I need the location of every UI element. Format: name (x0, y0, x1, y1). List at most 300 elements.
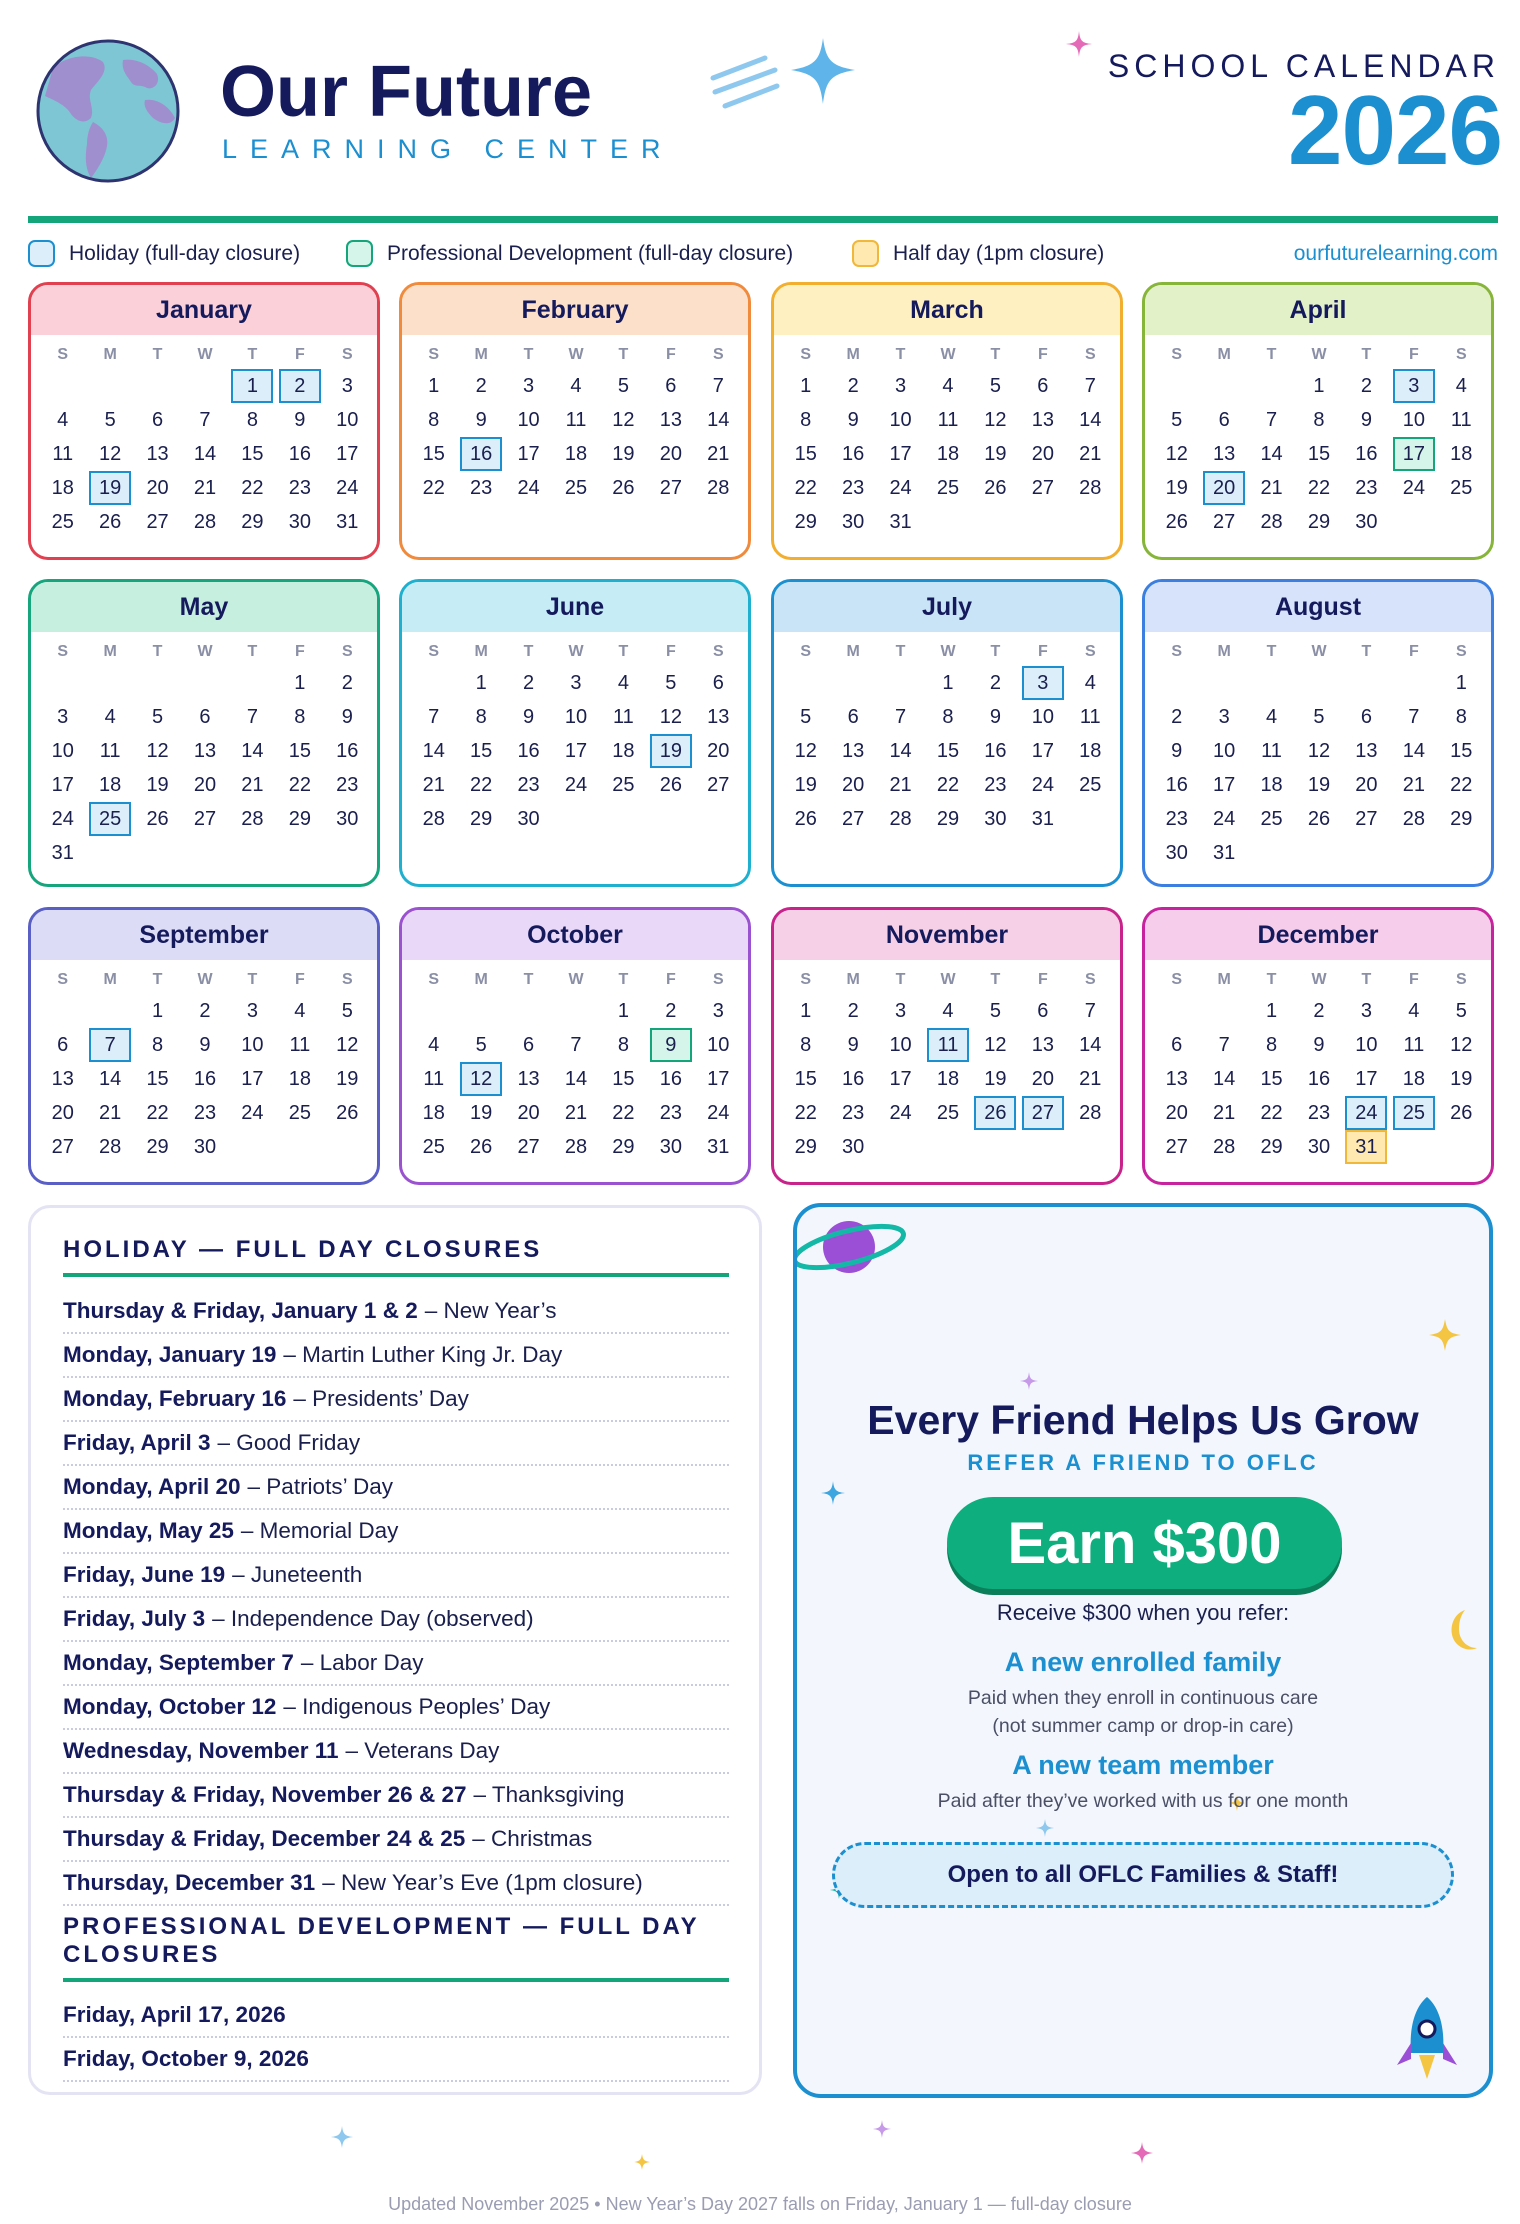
weekday-label: S (1455, 346, 1467, 363)
week-row (782, 802, 1114, 836)
day-cell: 2 (199, 999, 211, 1022)
pd-day: 9 (650, 1028, 692, 1062)
day-cell: 2 (475, 374, 487, 397)
earn-300-button[interactable]: Earn $300 (947, 1497, 1342, 1589)
referral-panel (793, 1203, 1493, 2098)
weekday-header (410, 341, 742, 369)
day-cell: 16 (842, 442, 865, 465)
week-row (39, 994, 371, 1028)
day-cell: 27 (193, 807, 217, 830)
holiday-name: – Memorial Day (240, 1518, 399, 1543)
holiday-day: 27 (1022, 1096, 1064, 1130)
week-row (782, 403, 1114, 437)
month-july (771, 579, 1123, 887)
holiday-day: 3 (1393, 369, 1435, 403)
weekday-label: F (294, 971, 305, 988)
empty-day (1022, 1130, 1064, 1164)
empty-day (231, 836, 273, 870)
day-cell: 7 (712, 374, 724, 397)
day-cell: 21 (1260, 476, 1283, 499)
holiday-swatch (28, 240, 55, 267)
option-staff-line: Paid after they’ve worked with us for one month (937, 1790, 1349, 1812)
week-row (410, 666, 742, 700)
day-cell: 2 (341, 671, 353, 694)
header-divider (28, 216, 1498, 223)
day-cell: 25 (422, 1135, 445, 1158)
day-cell: 16 (842, 1067, 865, 1090)
empty-day (697, 802, 739, 836)
weekday-label: S (1084, 346, 1096, 363)
holiday-date: Thursday, December 31 (63, 1870, 316, 1895)
empty-day (555, 994, 597, 1028)
day-cell: 14 (1079, 408, 1102, 431)
day-cell: 12 (659, 705, 682, 728)
weekday-label: T (523, 971, 534, 988)
day-cell: 17 (889, 442, 912, 465)
day-cell: 5 (1171, 408, 1183, 431)
day-cell: 4 (1266, 705, 1278, 728)
day-cell: 20 (517, 1101, 540, 1124)
day-cell: 4 (1408, 999, 1420, 1022)
month-title: December (1145, 910, 1491, 960)
day-cell: 27 (517, 1135, 540, 1158)
day-cell: 12 (612, 408, 635, 431)
week-row (410, 369, 742, 403)
day-cell: 14 (241, 739, 264, 762)
option-family-line: (not summer camp or drop-in care) (992, 1715, 1294, 1737)
day-cell: 10 (241, 1033, 264, 1056)
day-cell: 18 (564, 442, 588, 465)
day-cell: 25 (936, 1101, 960, 1124)
day-cell: 14 (422, 739, 445, 762)
weekday-header (1153, 341, 1485, 369)
day-cell: 18 (936, 442, 960, 465)
day-cell: 31 (336, 510, 359, 533)
weekday-label: W (568, 971, 584, 988)
day-cell: 10 (1031, 705, 1054, 728)
empty-day (974, 505, 1016, 539)
brand-name: Our Future (220, 52, 592, 132)
holiday-name: – Indigenous Peoples’ Day (283, 1694, 551, 1719)
week-row (410, 1062, 742, 1096)
day-cell: 18 (1450, 442, 1473, 465)
day-cell: 18 (1260, 773, 1283, 796)
month-title: November (774, 910, 1120, 960)
weekday-label: T (152, 971, 163, 988)
holiday-day: 19 (650, 734, 692, 768)
empty-day (413, 666, 455, 700)
day-cell: 19 (612, 442, 635, 465)
day-cell: 19 (470, 1101, 493, 1124)
referral-subtitle: REFER A FRIEND TO OFLC (967, 1450, 1319, 1475)
day-cell: 24 (517, 476, 540, 499)
week-row (1153, 768, 1485, 802)
day-cell: 28 (1402, 807, 1425, 830)
legend-label: Holiday (full-day closure) (69, 241, 301, 265)
day-cell: 29 (612, 1135, 635, 1158)
day-cell: 28 (99, 1135, 122, 1158)
day-cell: 18 (1079, 739, 1102, 762)
empty-day (137, 369, 179, 403)
holiday-row (63, 1818, 729, 1862)
day-cell: 21 (1213, 1101, 1236, 1124)
weekday-label: M (1217, 643, 1231, 660)
planet-icon (797, 1218, 907, 1276)
empty-day (137, 666, 179, 700)
day-cell: 21 (99, 1101, 122, 1124)
holiday-name: – New Year’s Eve (1pm closure) (322, 1870, 643, 1895)
month-title: June (402, 582, 748, 632)
day-cell: 19 (984, 442, 1007, 465)
rocket-icon (1397, 1997, 1457, 2079)
weekday-label: W (940, 346, 956, 363)
holiday-name: – Martin Luther King Jr. Day (283, 1342, 563, 1367)
empty-day (231, 1130, 273, 1164)
day-cell: 23 (517, 773, 540, 796)
day-cell: 22 (288, 773, 311, 796)
day-cell: 21 (1079, 1067, 1102, 1090)
holiday-date: Monday, October 12 (63, 1694, 277, 1719)
week-row (39, 1028, 371, 1062)
day-cell: 17 (241, 1067, 264, 1090)
weekday-label: S (341, 643, 353, 660)
shooting-star-icon (705, 30, 865, 120)
week-row (782, 700, 1114, 734)
day-cell: 1 (1266, 999, 1278, 1022)
weekday-label: T (247, 346, 258, 363)
day-cell: 31 (1031, 807, 1054, 830)
weekday-header (410, 638, 742, 666)
empty-day (279, 836, 321, 870)
weekday-label: W (1311, 971, 1327, 988)
day-cell: 17 (1213, 773, 1236, 796)
day-cell: 27 (1031, 476, 1054, 499)
day-cell: 20 (146, 476, 169, 499)
holiday-day: 3 (1022, 666, 1064, 700)
holiday-day: 19 (89, 471, 131, 505)
day-cell: 12 (984, 408, 1007, 431)
empty-day (1251, 666, 1293, 700)
footer-decorations (0, 2100, 1520, 2190)
week-row (39, 802, 371, 836)
day-cell: 24 (889, 1101, 912, 1124)
empty-day (184, 369, 226, 403)
day-cell: 8 (1455, 705, 1467, 728)
empty-day (231, 666, 273, 700)
day-cell: 30 (1355, 510, 1378, 533)
pd-row (63, 2038, 729, 2082)
week-row (1153, 403, 1485, 437)
weekday-label: S (712, 643, 724, 660)
day-cell: 26 (336, 1101, 359, 1124)
week-row (1153, 802, 1485, 836)
empty-day (89, 836, 131, 870)
week-row (39, 1096, 371, 1130)
day-cell: 2 (989, 671, 1001, 694)
week-row (39, 1130, 371, 1164)
day-cell: 16 (517, 739, 540, 762)
day-cell: 11 (1079, 705, 1101, 728)
legend-item-half (852, 240, 1104, 267)
day-cell: 16 (1355, 442, 1378, 465)
day-cell: 28 (564, 1135, 588, 1158)
weekday-label: M (846, 346, 860, 363)
weekday-label: S (341, 971, 353, 988)
day-cell: 19 (146, 773, 169, 796)
day-cell: 19 (1450, 1067, 1473, 1090)
day-cell: 17 (51, 773, 74, 796)
day-cell: 17 (517, 442, 540, 465)
day-cell: 7 (246, 705, 258, 728)
day-cell: 1 (152, 999, 164, 1022)
legend (28, 240, 1498, 268)
day-cell: 10 (1213, 739, 1236, 762)
day-cell: 21 (422, 773, 445, 796)
holiday-name: – Christmas (472, 1826, 593, 1851)
weekday-label: W (1311, 346, 1327, 363)
empty-day (1203, 994, 1245, 1028)
weekday-label: T (1266, 971, 1277, 988)
week-row (39, 437, 371, 471)
weekday-label: T (1266, 643, 1277, 660)
weekday-label: T (1361, 971, 1372, 988)
day-cell: 13 (707, 705, 730, 728)
holiday-name: – Good Friday (217, 1430, 361, 1455)
week-row (1153, 1062, 1485, 1096)
day-cell: 31 (1213, 841, 1236, 864)
day-cell: 5 (104, 408, 116, 431)
day-cell: 5 (1455, 999, 1467, 1022)
day-cell: 14 (889, 739, 912, 762)
day-cell: 17 (707, 1067, 730, 1090)
week-row (782, 505, 1114, 539)
day-cell: 30 (984, 807, 1007, 830)
day-cell: 23 (193, 1101, 217, 1124)
day-cell: 16 (1307, 1067, 1331, 1090)
day-cell: 28 (1213, 1135, 1236, 1158)
month-title: April (1145, 285, 1491, 335)
weekday-label: S (57, 971, 69, 988)
weekday-label: T (1361, 346, 1372, 363)
month-september (28, 907, 380, 1185)
day-cell: 27 (842, 807, 865, 830)
day-cell: 11 (1261, 739, 1282, 762)
weekday-label: T (1361, 643, 1372, 660)
holiday-row (63, 1554, 729, 1598)
day-cell: 26 (794, 807, 817, 830)
holiday-name: – New Year’s (424, 1298, 557, 1323)
week-row (410, 734, 742, 768)
day-cell: 20 (1031, 442, 1054, 465)
day-cell: 22 (612, 1101, 635, 1124)
day-cell: 5 (617, 374, 629, 397)
day-cell: 8 (1313, 408, 1325, 431)
empty-day (1298, 666, 1340, 700)
holiday-date: Friday, July 3 (63, 1606, 206, 1631)
day-cell: 6 (57, 1033, 69, 1056)
weekday-label: M (846, 971, 860, 988)
empty-day (1440, 836, 1482, 870)
day-cell: 1 (428, 374, 440, 397)
empty-day (555, 802, 597, 836)
week-row (782, 437, 1114, 471)
day-cell: 8 (942, 705, 954, 728)
option-staff-title: A new team member (1012, 1750, 1274, 1780)
holiday-date: Friday, June 19 (63, 1562, 226, 1587)
globe-logo-icon (35, 38, 181, 184)
week-row (410, 403, 742, 437)
day-cell: 25 (564, 476, 588, 499)
holiday-name: – Juneteenth (232, 1562, 363, 1587)
holiday-date: Friday, April 3 (63, 1430, 211, 1455)
week-row (39, 768, 371, 802)
star-icon (1131, 2142, 1153, 2164)
holiday-row (63, 1466, 729, 1510)
day-cell: 14 (1260, 442, 1283, 465)
holiday-row (63, 1862, 729, 1906)
day-cell: 8 (246, 408, 258, 431)
day-cell: 23 (659, 1101, 682, 1124)
month-title: October (402, 910, 748, 960)
day-cell: 13 (842, 739, 865, 762)
holiday-day: 1 (231, 369, 273, 403)
day-cell: 26 (470, 1135, 493, 1158)
day-cell: 15 (794, 442, 817, 465)
day-cell: 24 (336, 476, 359, 499)
week-row (410, 1028, 742, 1062)
holiday-date: Monday, April 20 (63, 1474, 241, 1499)
day-cell: 10 (707, 1033, 730, 1056)
star-icon (1429, 1319, 1461, 1351)
day-cell: 11 (289, 1033, 311, 1056)
week-row (410, 994, 742, 1028)
day-cell: 29 (241, 510, 264, 533)
day-cell: 3 (57, 705, 69, 728)
day-cell: 9 (989, 705, 1001, 728)
day-cell: 1 (475, 671, 487, 694)
pd-date: Friday, April 17, 2026 (63, 2002, 286, 2027)
day-cell: 23 (984, 773, 1007, 796)
day-cell: 13 (517, 1067, 540, 1090)
empty-day (1156, 994, 1198, 1028)
weekday-label: S (428, 346, 440, 363)
day-cell: 22 (936, 773, 960, 796)
website-link[interactable]: ourfuturelearning.com (1293, 242, 1498, 265)
day-cell: 5 (665, 671, 677, 694)
day-cell: 5 (341, 999, 353, 1022)
empty-day (785, 666, 827, 700)
day-cell: 28 (1079, 476, 1102, 499)
day-cell: 15 (612, 1067, 635, 1090)
day-cell: 27 (146, 510, 169, 533)
day-cell: 28 (1079, 1101, 1102, 1124)
day-cell: 23 (1307, 1101, 1331, 1124)
empty-day (1393, 666, 1435, 700)
holiday-row (63, 1686, 729, 1730)
weekday-label: F (665, 643, 676, 660)
week-row (1153, 1028, 1485, 1062)
day-cell: 2 (847, 374, 859, 397)
day-cell: 31 (51, 841, 74, 864)
day-cell: 22 (422, 476, 445, 499)
day-cell: 8 (475, 705, 487, 728)
empty-day (1440, 505, 1482, 539)
day-cell: 30 (842, 1135, 865, 1158)
empty-day (460, 994, 502, 1028)
weekday-label: F (1408, 346, 1419, 363)
day-cell: 2 (1313, 999, 1325, 1022)
week-row (1153, 994, 1485, 1028)
weekday-label: S (1084, 643, 1096, 660)
star-icon (821, 1481, 845, 1505)
legend-item-holiday (28, 240, 300, 267)
holiday-date: Monday, May 25 (63, 1518, 234, 1543)
day-cell: 23 (288, 476, 311, 499)
day-cell: 10 (517, 408, 540, 431)
holiday-name: – Veterans Day (345, 1738, 500, 1763)
day-cell: 12 (146, 739, 169, 762)
day-cell: 24 (564, 773, 588, 796)
day-cell: 1 (1455, 671, 1467, 694)
day-cell: 29 (146, 1135, 169, 1158)
brand-subtitle: LEARNING CENTER (222, 134, 674, 164)
weekday-label: W (197, 643, 213, 660)
week-row (782, 1028, 1114, 1062)
day-cell: 15 (288, 739, 311, 762)
day-cell: 16 (984, 739, 1007, 762)
day-cell: 30 (842, 510, 865, 533)
day-cell: 14 (1213, 1067, 1236, 1090)
day-cell: 18 (288, 1067, 311, 1090)
day-cell: 15 (1307, 442, 1331, 465)
pd-section-title: PROFESSIONAL DEVELOPMENT — FULL DAY CLOSURES (63, 1913, 700, 1968)
weekday-label: M (1217, 971, 1231, 988)
day-cell: 30 (193, 1135, 217, 1158)
day-cell: 7 (428, 705, 440, 728)
day-cell: 21 (241, 773, 264, 796)
day-cell: 9 (1313, 1033, 1325, 1056)
day-cell: 30 (1307, 1135, 1331, 1158)
day-cell: 26 (612, 476, 635, 499)
weekday-header (782, 638, 1114, 666)
empty-day (184, 666, 226, 700)
day-cell: 28 (422, 807, 445, 830)
day-cell: 7 (1218, 1033, 1230, 1056)
week-row (1153, 369, 1485, 403)
holiday-name: – Independence Day (observed) (212, 1606, 534, 1631)
day-cell: 10 (889, 1033, 912, 1056)
day-cell: 21 (1402, 773, 1425, 796)
holiday-row (63, 1730, 729, 1774)
day-cell: 15 (470, 739, 493, 762)
day-cell: 30 (517, 807, 540, 830)
weekday-label: M (103, 971, 117, 988)
weekday-label: T (618, 346, 629, 363)
day-cell: 9 (341, 705, 353, 728)
empty-day (279, 1130, 321, 1164)
day-cell: 1 (800, 374, 812, 397)
footer-note: Updated November 2025 • New Year’s Day 2027 falls on Friday, January 1 — full-day closure (388, 2194, 1132, 2214)
day-cell: 11 (99, 739, 121, 762)
holiday-day: 26 (974, 1096, 1016, 1130)
day-cell: 14 (707, 408, 730, 431)
holiday-row (63, 1290, 729, 1334)
month-february (399, 282, 751, 560)
day-cell: 9 (294, 408, 306, 431)
weekday-label: S (428, 971, 440, 988)
day-cell: 13 (51, 1067, 74, 1090)
weekday-label: T (247, 971, 258, 988)
